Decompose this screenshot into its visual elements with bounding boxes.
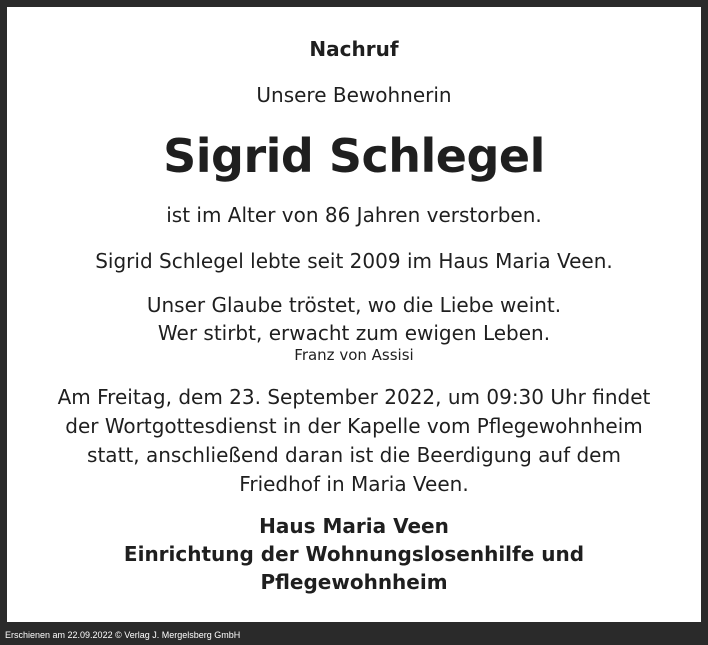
deceased-name: Sigrid Schlegel (163, 129, 545, 183)
service-line: Friedhof in Maria Veen. (239, 472, 469, 496)
residence-statement: Sigrid Schlegel lebte seit 2009 im Haus Maria Veen. (95, 249, 613, 273)
signature-line: Einrichtung der Wohnungslosenhilfe und (123, 542, 585, 566)
notice-intro: Unsere Bewohnerin (256, 83, 452, 107)
quote-line: Wer stirbt, erwacht zum ewigen Leben. (157, 321, 551, 345)
notice-heading: Nachruf (309, 37, 399, 61)
publication-credit: Erschienen am 22.09.2022 © Verlag J. Mergelsberg GmbH (5, 630, 241, 640)
quote-author: Franz von Assisi (294, 346, 414, 364)
service-announcement (7, 383, 701, 499)
signature-line: Pflegewohnheim (260, 570, 448, 594)
age-statement: ist im Alter von 86 Jahren verstorben. (166, 203, 542, 227)
organization-signature (7, 512, 701, 596)
service-line: Am Freitag, dem 23. September 2022, um 09:30 Uhr findet (57, 385, 651, 409)
quote-line: Unser Glaube tröstet, wo die Liebe weint. (146, 293, 562, 317)
signature-line: Haus Maria Veen (259, 514, 449, 538)
obituary-notice (7, 7, 701, 622)
quote-block (7, 291, 701, 347)
service-line: statt, anschließend daran ist die Beerdigung auf dem (87, 443, 621, 467)
service-line: der Wortgottesdienst in der Kapelle vom Pflegewohnheim (65, 414, 643, 438)
